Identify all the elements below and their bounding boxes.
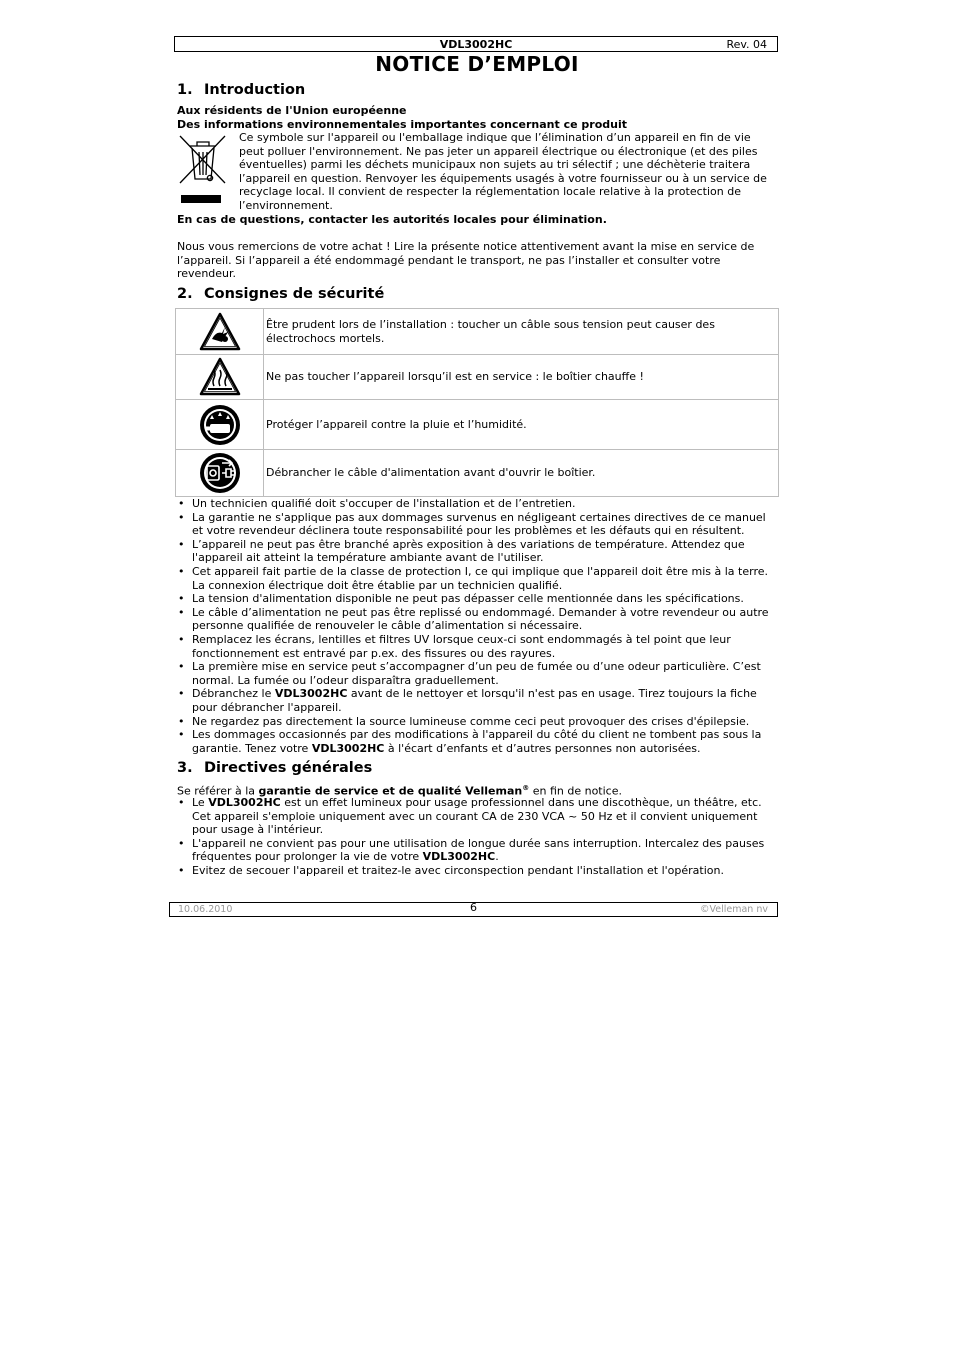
unplug-icon <box>198 451 242 495</box>
list-item: • La première mise en service peut s’accompagner d’un peu de fumée ou d’une odeur particulière. C’est normal. La fumée ou l’odeur disparaîtra graduellement. <box>177 660 779 687</box>
weee-disposal-text: Ce symbole sur l'appareil ou l'emballage indique que l’élimination d’un appareil en fin de vie peut polluer l'environnement. Ne pas jeter un appareil électrique ou électronique (et des piles éventuelles) parmi les déchets municipaux non sujets au tri sélectif ; une déchèterie traitera l’appareil en question. Renvoyer les équipements usagés à votre fournisseur ou à un service de recyclage local. Il convient de respecter la réglementation locale relative à la protection de l’environnement. <box>239 131 767 212</box>
safety-text-cell: Protéger l’appareil contre la pluie et l’humidité. <box>264 400 779 450</box>
section-2-heading <box>177 286 384 302</box>
header-revision: Rev. 04 <box>726 38 767 51</box>
safety-icon-cell <box>176 309 264 355</box>
safety-table <box>175 308 779 497</box>
section-1-number: 1. <box>177 82 193 98</box>
list-item: • La tension d'alimentation disponible ne peut pas dépasser celle mentionnée dans les spécifications. <box>177 592 779 606</box>
section-3-heading <box>177 760 372 776</box>
safety-icon-cell <box>176 450 264 497</box>
list-item: • Débranchez le VDL3002HC avant de le nettoyer et lorsqu'il n'est pas en usage. Tirez toujours la fiche pour débrancher l'appareil. <box>177 687 779 714</box>
list-item: • Evitez de secouer l'appareil et traitez-le avec circonspection pendant l'installation et l'opération. <box>177 864 779 878</box>
env-info-line: Des informations environnementales importantes concernant ce produit <box>177 117 627 131</box>
eu-residents-line: Aux résidents de l'Union européenne <box>177 104 407 117</box>
section-3-title: Directives générales <box>204 760 373 776</box>
page-footer <box>169 902 778 917</box>
list-item: • Ne regardez pas directement la source lumineuse comme ceci peut provoquer des crises d'épilepsie. <box>177 715 779 729</box>
section-1-title: Introduction <box>204 82 306 98</box>
safety-text-cell: Ne pas toucher l’appareil lorsqu’il est en service : le boîtier chauffe ! <box>264 355 779 400</box>
safety-bullet-list <box>177 497 779 755</box>
page-header <box>174 36 778 52</box>
questions-line: En cas de questions, contacter les autorités locales pour élimination. <box>177 213 607 226</box>
document-title: NOTICE D’EMPLOI <box>375 52 579 76</box>
thanks-paragraph: Nous vous remercions de votre achat ! Lire la présente notice attentivement avant la mise en service de l’appareil. Si l’appareil a été endommagé pendant le transport, ne pas l’installer et consulter votre revendeur. <box>177 240 755 281</box>
list-item: • Les dommages occasionnés par des modifications à l'appareil du côté du client ne tombent pas sous la garantie. Tenez votre VDL3002HC à l'écart d’enfants et d’autres personnes non autorisées. <box>177 728 779 755</box>
safety-icon-cell <box>176 400 264 450</box>
list-item: • Le câble d’alimentation ne peut pas être replissé ou endommagé. Demander à votre revendeur ou autre personne qualifiée de renouveler le câble d’alimentation si nécessaire. <box>177 606 779 633</box>
list-item: • Le VDL3002HC est un effet lumineux pour usage professionnel dans une discothèque, un théâtre, etc. Cet appareil s'emploie uniquement avec un courant CA de 230 VCA ~ 50 Hz et il convient uniquement pour usage à l'intérieur. <box>177 796 779 837</box>
keep-dry-icon <box>198 403 242 447</box>
section-2-title: Consignes de sécurité <box>204 286 385 302</box>
section-3-number: 3. <box>177 760 193 776</box>
list-item: • L’appareil ne peut pas être branché après exposition à des variations de température. Attendez que l'appareil ait atteint la température ambiante avant de l'utiliser. <box>177 538 779 565</box>
header-model: VDL3002HC <box>439 38 513 51</box>
general-bullet-list <box>177 796 779 878</box>
safety-row <box>176 355 779 400</box>
crossed-out-bin-icon <box>178 133 228 205</box>
section-1-heading <box>177 82 305 98</box>
hot-surface-warning-icon <box>198 356 242 398</box>
section-2-number: 2. <box>177 286 193 302</box>
safety-row <box>176 400 779 450</box>
list-item: • Remplacez les écrans, lentilles et filtres UV lorsque ceux-ci sont endommagés à tel point que leur fonctionnement est entravé par p.ex. des fissures ou des rayures. <box>177 633 779 660</box>
safety-text-cell: Être prudent lors de l’installation : toucher un câble sous tension peut causer des électrochocs mortels. <box>264 309 779 355</box>
footer-date: 10.06.2010 <box>178 904 233 915</box>
safety-text-cell: Débrancher le câble d'alimentation avant d'ouvrir le boîtier. <box>264 450 779 497</box>
footer-copyright: ©Velleman nv <box>700 904 768 915</box>
list-item: • Cet appareil fait partie de la classe de protection I, ce qui implique que l'appareil doit être mis à la terre. La connexion électrique doit être établie par un technicien qualifié. <box>177 565 779 592</box>
safety-icon-cell <box>176 355 264 400</box>
page-number: 6 <box>470 901 477 914</box>
list-item: • Un technicien qualifié doit s'occuper de l'installation et de l’entretien. <box>177 497 779 511</box>
electric-shock-warning-icon <box>198 311 242 353</box>
safety-row <box>176 450 779 497</box>
warranty-reference: Se référer à la garantie de service et de qualité Velleman® en fin de notice. <box>177 784 622 798</box>
list-item: • L'appareil ne convient pas pour une utilisation de longue durée sans interruption. Intercalez des pauses fréquentes pour prolonger la vie de votre VDL3002HC. <box>177 837 779 864</box>
list-item: • La garantie ne s'applique pas aux dommages survenus en négligeant certaines directives de ce manuel et votre revendeur déclinera toute responsabilité pour les problèmes et les défauts qui en résultent. <box>177 511 779 538</box>
safety-row <box>176 309 779 355</box>
